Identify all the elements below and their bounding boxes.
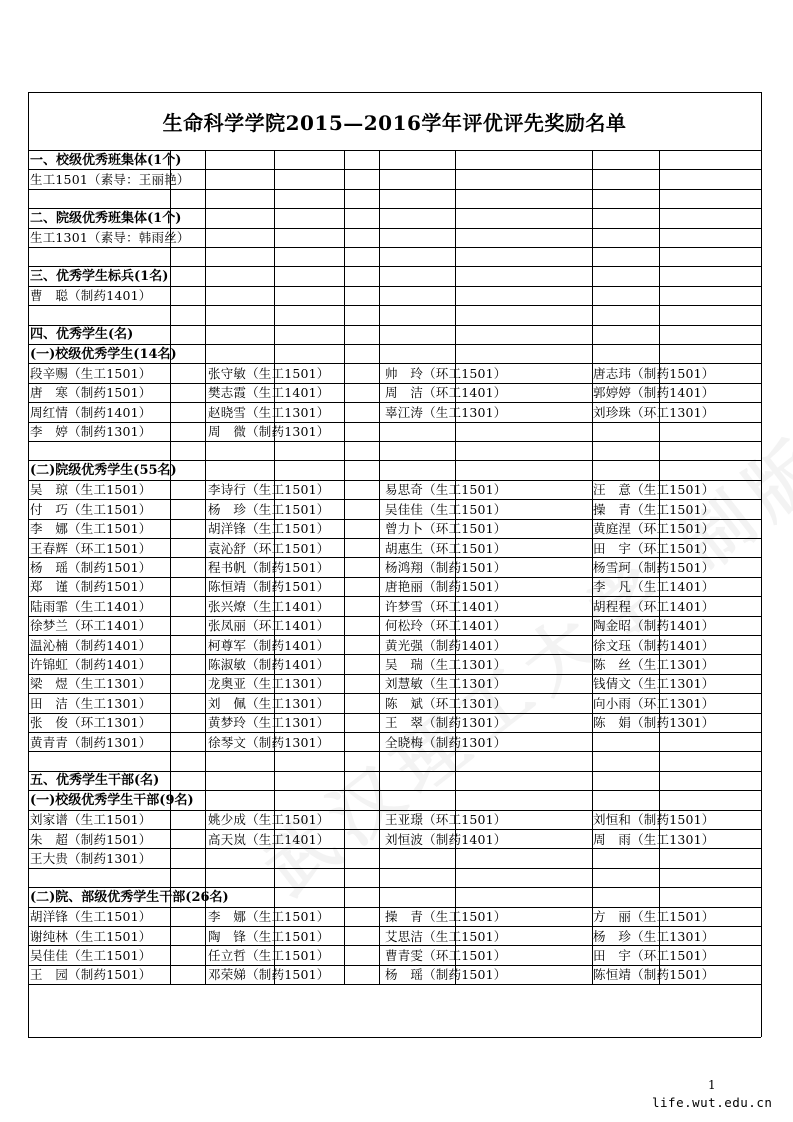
student-name-cell: 许梦雪（环工1401） <box>385 598 507 614</box>
student-name-cell: 唐 寒（制药1501） <box>30 385 152 401</box>
student-name-cell: 李诗行（生工1501） <box>208 482 330 498</box>
college-class-item: 生工1301（素导：韩雨丝） <box>30 230 190 246</box>
student-name-cell: 李 娜（生工1501） <box>30 521 152 537</box>
student-name-cell: 黄梦玲（生工1301） <box>208 715 330 731</box>
cadre-name-cell: 杨 珍（生工1301） <box>593 928 715 944</box>
student-name-cell: 向小雨（环工1301） <box>593 695 715 711</box>
student-name-cell: 柯尊军（制药1401） <box>208 637 330 653</box>
student-name-cell: 付 巧（生工1501） <box>30 501 152 517</box>
student-name-cell: 樊志霞（生工1401） <box>208 385 330 401</box>
student-name-cell: 陈恒靖（制药1501） <box>208 579 330 595</box>
student-name-cell: 陈 娟（制药1301） <box>593 715 715 731</box>
cadre-name-cell: 胡洋锋（生工1501） <box>30 909 152 925</box>
student-name-cell: 杨雪珂（制药1501） <box>593 559 715 575</box>
student-name-cell: 刘慧敏（生工1301） <box>385 676 507 692</box>
student-name-cell: 陈 斌（环工1301） <box>385 695 507 711</box>
student-name-cell: 张兴燎（生工1401） <box>208 598 330 614</box>
student-name-cell: 许锦虹（制药1401） <box>30 656 152 672</box>
student-name-cell: 田 洁（生工1301） <box>30 695 152 711</box>
cadre-name-cell: 姚少成（生工1501） <box>208 812 330 828</box>
page-number: 1 <box>708 1078 716 1092</box>
student-name-cell: 李 婷（制药1301） <box>30 424 152 440</box>
cadre-name-cell: 方 丽（生工1501） <box>593 909 715 925</box>
cadre-name-cell: 刘恒波（制药1401） <box>385 831 507 847</box>
section-student-cadres: 五、优秀学生干部(名) <box>30 773 160 789</box>
footer-url: life.wut.edu.cn <box>652 1095 773 1110</box>
student-name-cell: 袁沁舒（环工1501） <box>208 540 330 556</box>
section-excellent-students: 四、优秀学生(名) <box>30 327 134 343</box>
student-name-cell: 刘珍珠（环工1301） <box>593 404 715 420</box>
student-name-cell: 胡程程（环工1401） <box>593 598 715 614</box>
student-name-cell: 张守敏（生工1501） <box>208 365 330 381</box>
student-name-cell: 徐琴文（制药1301） <box>208 734 330 750</box>
student-name-cell: 温沁楠（制药1401） <box>30 637 152 653</box>
cadre-name-cell: 王 园（制药1501） <box>30 967 152 983</box>
subsection-school-students: (一)校级优秀学生(14名) <box>30 346 177 362</box>
cadre-name-cell: 谢纯林（生工1501） <box>30 928 152 944</box>
cadre-name-cell: 曹青雯（环工1501） <box>385 947 507 963</box>
student-name-cell: 陆雨霏（生工1401） <box>30 598 152 614</box>
cadre-name-cell: 田 宇（环工1501） <box>593 947 715 963</box>
cadre-name-cell: 朱 超（制药1501） <box>30 831 152 847</box>
student-name-cell: 刘 佩（生工1301） <box>208 695 330 711</box>
student-name-cell: 程书帆（制药1501） <box>208 559 330 575</box>
student-name-cell: 何松玲（环工1401） <box>385 618 507 634</box>
model-student-item: 曹 聪（制药1401） <box>30 288 152 304</box>
student-name-cell: 陈 丝（生工1301） <box>593 656 715 672</box>
student-name-cell: 龙奥亚（生工1301） <box>208 676 330 692</box>
student-name-cell: 唐艳丽（制药1501） <box>385 579 507 595</box>
student-name-cell: 徐梦兰（环工1401） <box>30 618 152 634</box>
student-name-cell: 杨鸿翔（制药1501） <box>385 559 507 575</box>
student-name-cell: 郑 谨（制药1501） <box>30 579 152 595</box>
student-name-cell: 钱倩文（生工1301） <box>593 676 715 692</box>
student-name-cell: 胡惠生（环工1501） <box>385 540 507 556</box>
student-name-cell: 汪 意（生工1501） <box>593 482 715 498</box>
student-name-cell: 郭婷婷（制药1401） <box>593 385 715 401</box>
section-college-class: 二、院级优秀班集体(1个) <box>30 210 182 226</box>
student-name-cell: 王 翠（制药1301） <box>385 715 507 731</box>
student-name-cell: 徐文珏（制药1401） <box>593 637 715 653</box>
cadre-name-cell: 操 青（生工1501） <box>385 909 507 925</box>
cadre-name-cell: 陈恒靖（制药1501） <box>593 967 715 983</box>
cadre-name-cell: 杨 瑶（制药1501） <box>385 967 507 983</box>
school-class-item: 生工1501（素导：王丽艳） <box>30 171 190 187</box>
student-name-cell: 吴 瑞（生工1301） <box>385 656 507 672</box>
cadre-name-cell: 王亚璟（环工1501） <box>385 812 507 828</box>
cadre-name-cell: 邓荣娣（制药1501） <box>208 967 330 983</box>
student-name-cell: 周 微（制药1301） <box>208 424 330 440</box>
section-model-student: 三、优秀学生标兵(1名) <box>30 268 169 284</box>
cadre-name-cell: 王大贵（制药1301） <box>30 850 152 866</box>
cadre-name-cell: 李 娜（生工1501） <box>208 909 330 925</box>
student-name-cell: 张凤丽（环工1401） <box>208 618 330 634</box>
student-name-cell: 黄庭涅（环工1501） <box>593 521 715 537</box>
student-name-cell: 帅 玲（环工1501） <box>385 365 507 381</box>
student-name-cell: 陶金昭（制药1401） <box>593 618 715 634</box>
cadre-name-cell: 高天岚（生工1401） <box>208 831 330 847</box>
student-name-cell: 易思奇（生工1501） <box>385 482 507 498</box>
student-name-cell: 操 青（生工1501） <box>593 501 715 517</box>
cadre-name-cell: 吴佳佳（生工1501） <box>30 947 152 963</box>
student-name-cell: 杨 瑶（制药1501） <box>30 559 152 575</box>
cadre-name-cell: 刘恒和（制药1501） <box>593 812 715 828</box>
subsection-school-cadres: (一)校级优秀学生干部(9名) <box>30 792 194 808</box>
student-name-cell: 陈淑敏（制药1401） <box>208 656 330 672</box>
student-name-cell: 杨 珍（生工1501） <box>208 501 330 517</box>
student-name-cell: 黄光强（制药1401） <box>385 637 507 653</box>
student-name-cell: 黄青青（制药1301） <box>30 734 152 750</box>
student-name-cell: 梁 煜（生工1301） <box>30 676 152 692</box>
student-name-cell: 唐志玮（制药1501） <box>593 365 715 381</box>
cadre-name-cell: 周 雨（生工1301） <box>593 831 715 847</box>
student-name-cell: 辜江涛（生工1301） <box>385 404 507 420</box>
page-title: 生命科学学院2015—2016学年评优评先奖励名单 <box>162 111 627 135</box>
student-name-cell: 曾力卜（环工1501） <box>385 521 507 537</box>
cadre-name-cell: 任立哲（生工1501） <box>208 947 330 963</box>
student-name-cell: 吴 琼（生工1501） <box>30 482 152 498</box>
student-name-cell: 王春辉（环工1501） <box>30 540 152 556</box>
student-name-cell: 全晓梅（制药1301） <box>385 734 507 750</box>
student-name-cell: 周红情（制药1401） <box>30 404 152 420</box>
cadre-name-cell: 刘家谱（生工1501） <box>30 812 152 828</box>
cadre-name-cell: 艾思洁（生工1501） <box>385 928 507 944</box>
student-name-cell: 段辛赐（生工1501） <box>30 365 152 381</box>
student-name-cell: 赵晓雪（生工1301） <box>208 404 330 420</box>
subsection-college-students: (二)院级优秀学生(55名) <box>30 462 177 478</box>
student-name-cell: 胡洋锋（生工1501） <box>208 521 330 537</box>
cadre-name-cell: 陶 锋（生工1501） <box>208 928 330 944</box>
section-school-class: 一、校级优秀班集体(1个) <box>30 152 182 168</box>
student-name-cell: 张 俊（环工1301） <box>30 715 152 731</box>
student-name-cell: 李 凡（生工1401） <box>593 579 715 595</box>
subsection-college-cadres: (二)院、部级优秀学生干部(26名) <box>30 889 229 905</box>
student-name-cell: 田 宇（环工1501） <box>593 540 715 556</box>
student-name-cell: 吴佳佳（生工1501） <box>385 501 507 517</box>
student-name-cell: 周 洁（环工1401） <box>385 385 507 401</box>
